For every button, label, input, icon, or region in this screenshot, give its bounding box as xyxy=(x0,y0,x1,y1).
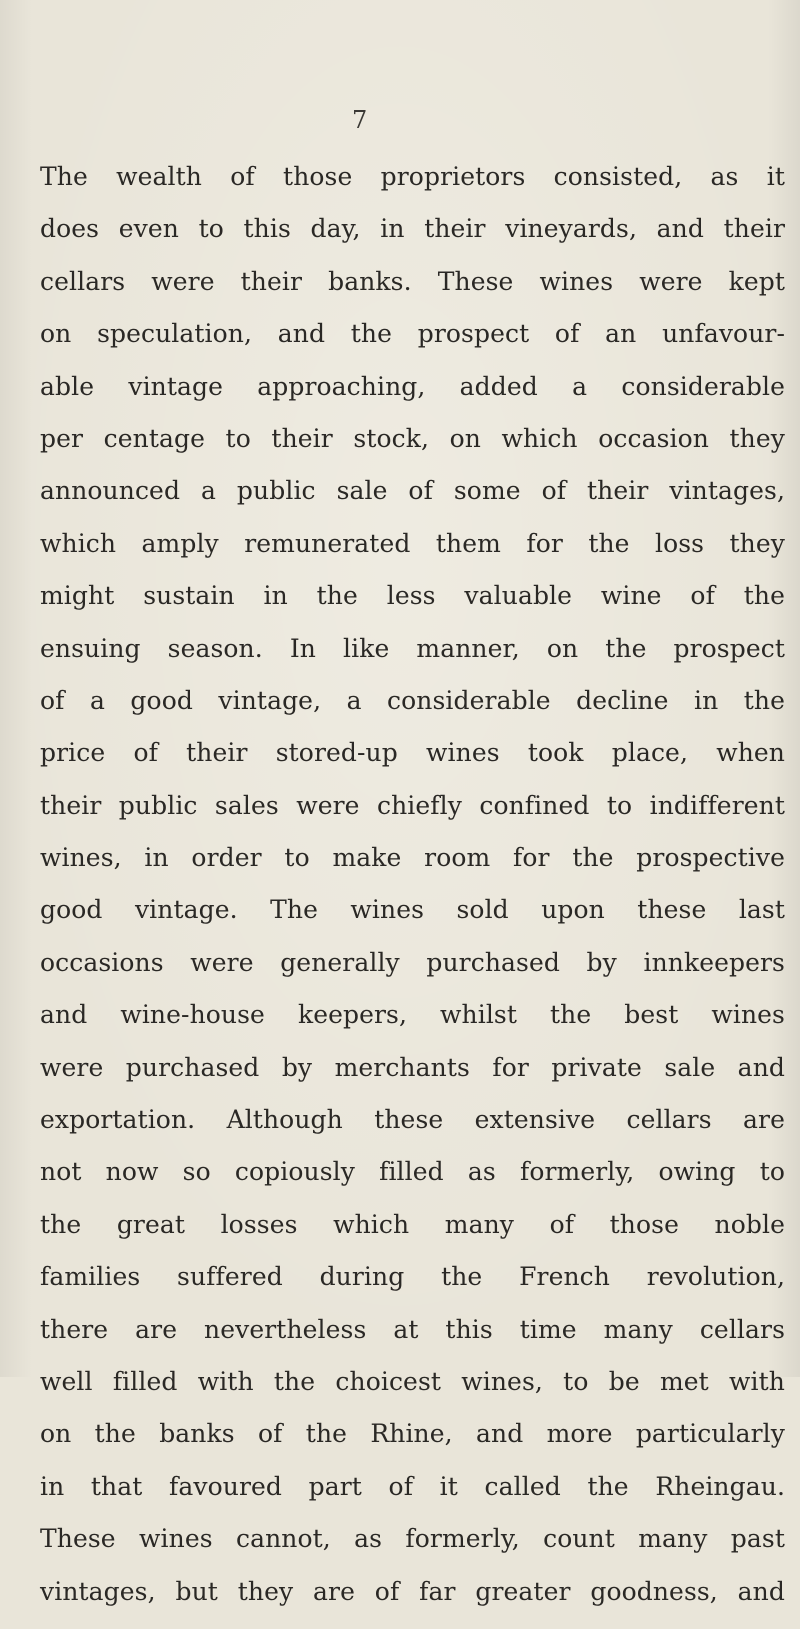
text-line: the great losses which many of those noble xyxy=(40,1209,785,1239)
text-line: families suffered during the French revolution, xyxy=(40,1262,785,1292)
text-line: ensuing season. In like manner, on the prospect xyxy=(40,633,785,663)
text-line: The wealth of those proprietors consisted, as it xyxy=(40,162,785,191)
text-line: price of their stored-up wines took place, when xyxy=(40,738,785,768)
text-line: does even to this day, in their vineyards, and their xyxy=(40,214,785,244)
text-line: exportation. Although these extensive cellars are xyxy=(40,1105,785,1135)
text-line: announced a public sale of some of their vintages, xyxy=(40,476,785,506)
text-line: able vintage approaching, added a considerable xyxy=(40,371,785,401)
text-line: in that favoured part of it called the Rheingau. xyxy=(40,1471,785,1501)
text-line: wines, in order to make room for the prospective xyxy=(40,843,785,873)
text-line: might sustain in the less valuable wine of the xyxy=(40,581,785,611)
text-line: and wine-house keepers, whilst the best wines xyxy=(40,1000,785,1030)
text-line: per centage to their stock, on which occasion they xyxy=(40,423,785,453)
text-line: on the banks of the Rhine, and more particularly xyxy=(40,1419,785,1449)
text-line: These wines cannot, as formerly, count many past xyxy=(40,1524,785,1554)
text-line: their public sales were chiefly confined to indifferent xyxy=(40,790,785,820)
text-line: well filled with the choicest wines, to be met with xyxy=(40,1366,785,1396)
text-line: there are nevertheless at this time many cellars xyxy=(40,1314,785,1344)
text-line: cellars were their banks. These wines were kept xyxy=(40,266,785,296)
text-line: vintages, but they are of far greater goodness, and xyxy=(40,1576,785,1606)
text-line: on speculation, and the prospect of an unfavour- xyxy=(40,319,785,349)
text-line: were purchased by merchants for private sale and xyxy=(40,1052,785,1082)
page-number: 7 xyxy=(352,106,368,134)
text-line: not now so copiously filled as formerly, owing to xyxy=(40,1157,785,1187)
text-line: which amply remunerated them for the loss they xyxy=(40,528,785,558)
body-text xyxy=(40,162,785,1629)
text-line: good vintage. The wines sold upon these last xyxy=(40,895,785,925)
text-line: of a good vintage, a considerable decline in the xyxy=(40,685,785,715)
text-line: occasions were generally purchased by innkeepers xyxy=(40,947,785,977)
